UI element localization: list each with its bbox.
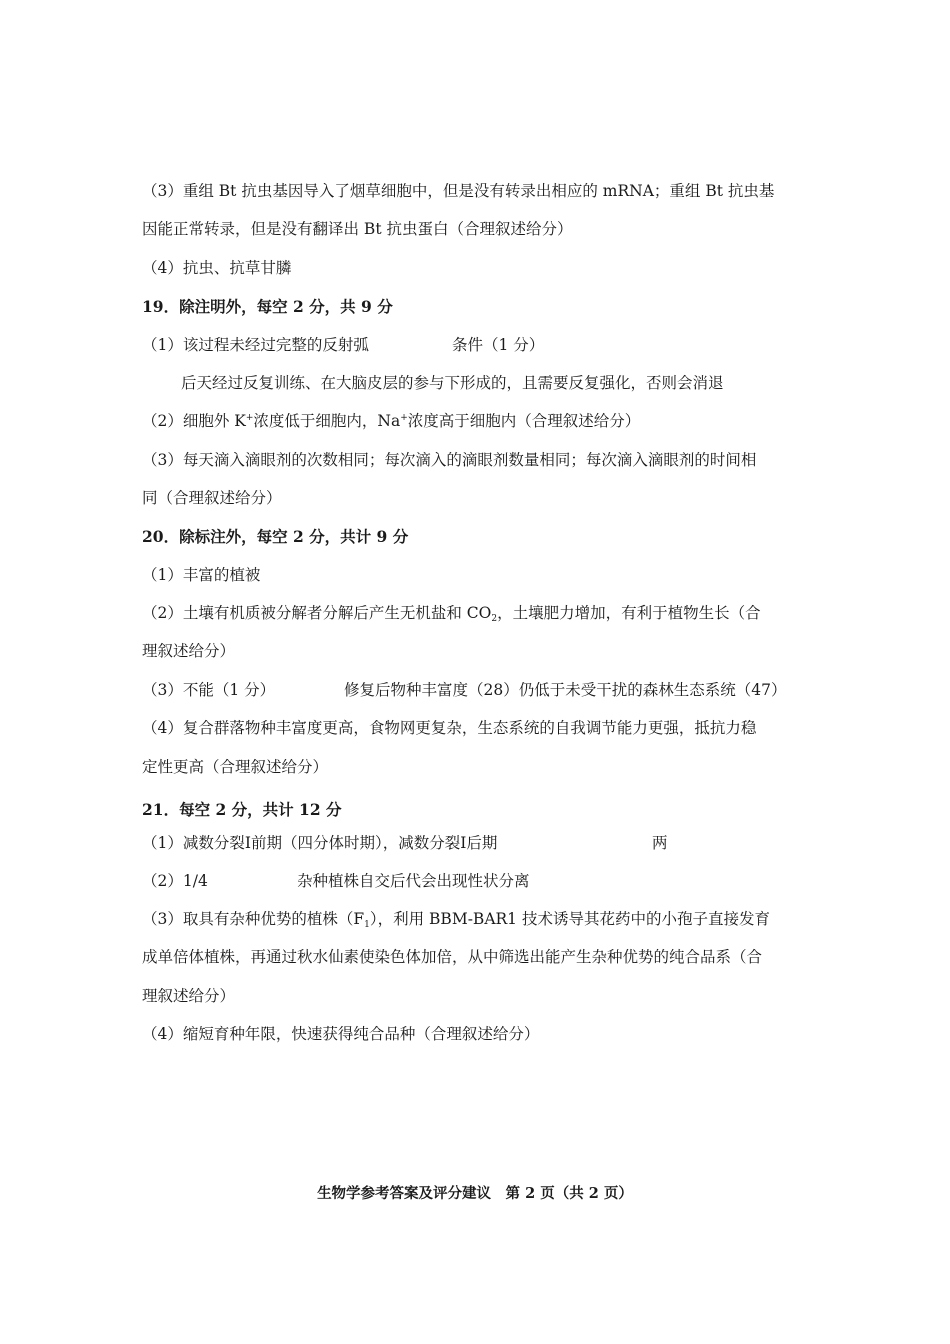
answer-q21-3-text-b: ），利用 BBM-BAR1 技术诱导其花药中的小孢子直接发育 (369, 910, 770, 928)
answer-q21-1-part2: 两 (652, 834, 668, 852)
answer-q21-2-part1: （2）1/4 (142, 872, 208, 890)
answer-q20-1: （1）丰富的植被 (142, 566, 261, 584)
page-footer: 生物学参考答案及评分建议 第 2 页（共 2 页） (317, 1185, 633, 1202)
answer-q20-2-line2: 理叙述给分） (142, 642, 236, 660)
answer-q18-3-line1: （3）重组 Bt 抗虫基因导入了烟草细胞中，但是没有转录出相应的 mRNA；重组 Bt 抗虫基 (142, 182, 775, 200)
answer-q21-3-line3: 理叙述给分） (142, 987, 236, 1005)
superscript-plus: + (400, 413, 408, 423)
answer-q21-3-text-a: （3）取具有杂种优势的植株（F (142, 910, 365, 928)
answer-q20-3-part1: （3）不能（1 分） (142, 681, 276, 699)
answer-q20-3-part2: 修复后物种丰富度（28）仍低于未受干扰的森林生态系统（47） (344, 681, 787, 699)
answer-q19-1-part3: 后天经过反复训练、在大脑皮层的参与下形成的，且需要反复强化，否则会消退 (181, 374, 724, 392)
answer-q21-3-line2: 成单倍体植株，再通过秋水仙素使染色体加倍，从中筛选出能产生杂种优势的纯合品系（合 (142, 948, 763, 966)
superscript-plus: + (245, 413, 254, 423)
answer-q20-2-text-a: （2）土壤有机质被分解者分解后产生无机盐和 CO (142, 604, 492, 622)
answer-q19-2-text-b: 浓度低于细胞内，Na (253, 412, 401, 430)
answer-q19-2-text-c: 浓度高于细胞内（合理叙述给分） (407, 412, 641, 430)
answer-q21-1-part1: （1）减数分裂Ⅰ前期（四分体时期），减数分裂Ⅰ后期 (142, 834, 498, 852)
answer-q21-3-line1 (142, 908, 770, 930)
answer-q20-2-text-b: ，土壤肥力增加，有利于植物生长（合 (497, 604, 761, 622)
answer-q18-4: （4）抗虫、抗草甘膦 (142, 259, 292, 277)
answer-q20-2-line1 (142, 602, 761, 624)
section-heading-q21: 21．每空 2 分，共计 12 分 (142, 800, 342, 819)
answer-q19-1-part2: 条件（1 分） (452, 336, 545, 354)
subscript-1: 1 (364, 920, 370, 930)
answer-q19-2 (142, 410, 640, 432)
answer-q21-2-part2: 杂种植株自交后代会出现性状分离 (297, 872, 530, 890)
answer-q20-4-line2: 定性更高（合理叙述给分） (142, 758, 329, 776)
answer-q19-3-line1: （3）每天滴入滴眼剂的次数相同；每次滴入的滴眼剂数量相同；每次滴入滴眼剂的时间相 (142, 451, 757, 469)
answer-q19-2-text-a: （2）细胞外 K (142, 412, 246, 430)
section-heading-q19: 19．除注明外，每空 2 分，共 9 分 (142, 297, 393, 316)
answer-q20-4-line1: （4）复合群落物种丰富度更高，食物网更复杂，生态系统的自我调节能力更强，抵抗力稳 (142, 719, 757, 737)
section-heading-q20: 20．除标注外，每空 2 分，共计 9 分 (142, 527, 409, 546)
answer-q18-3-line2: 因能正常转录，但是没有翻译出 Bt 抗虫蛋白（合理叙述给分） (142, 220, 573, 238)
subscript-2: 2 (491, 614, 498, 624)
answer-q21-4: （4）缩短育种年限，快速获得纯合品种（合理叙述给分） (142, 1025, 540, 1043)
answer-q19-3-line2: 同（合理叙述给分） (142, 489, 282, 507)
answer-q19-1-part1: （1）该过程未经过完整的反射弧 (142, 336, 369, 354)
